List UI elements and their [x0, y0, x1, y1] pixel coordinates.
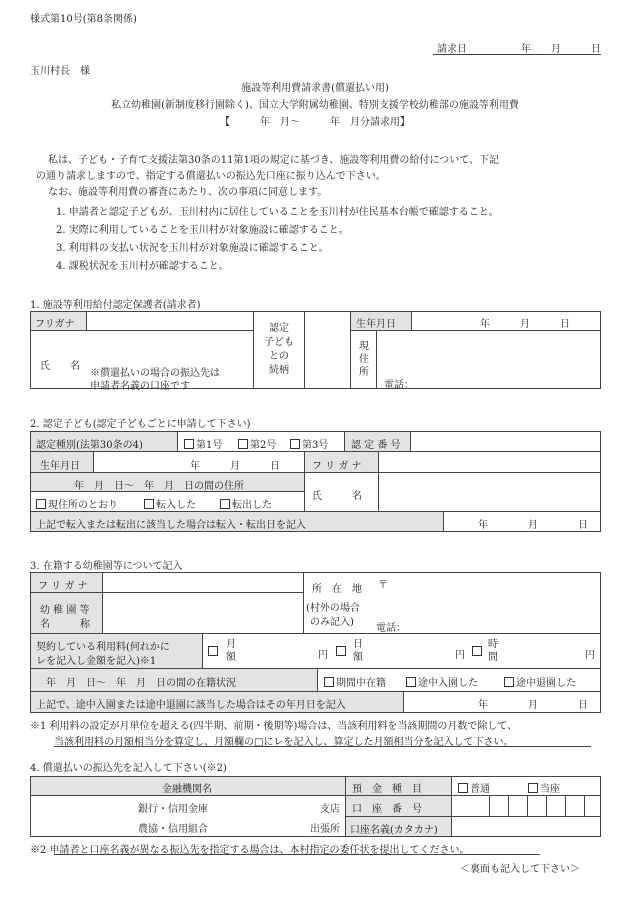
cert-type-label: 認定種別(法第30条の4): [36, 440, 143, 451]
section2-heading: 2. 認定子ども(認定子どもごとに申請して下さい): [30, 419, 251, 430]
fee-daily-label: 日 額: [353, 639, 363, 663]
location-note: (村外の場合: [306, 603, 360, 614]
form-title: 施設等利用費請求書(償還払い用): [241, 83, 389, 94]
guardian-dob-value: 年 月 日: [480, 319, 570, 330]
bank-type-2: 農協・信用組合: [138, 824, 208, 835]
office-label: 出張所: [310, 824, 340, 835]
consent-item: 4. 課税状況を玉川村が確認すること。: [56, 261, 229, 272]
bank-type-1: 銀行・信用金庫: [138, 804, 208, 815]
section3-heading: 3. 在籍する幼稚園等について記入: [30, 561, 183, 572]
intro-p1: 私は、子ども・子育て支援法第30条の11第1項の規定に基づき、施設等利用費の給付について、下記: [48, 155, 500, 166]
reverse-side-note: ＜裏面も記入して下さい＞: [460, 864, 580, 875]
account-number-label: 口 座 番 号: [352, 804, 422, 815]
request-period: 【 年 月～ 年 月分請求用】: [220, 117, 410, 128]
enroll-date-value: 年 月 日: [478, 700, 588, 711]
bank-name-label: 金融機関名: [162, 784, 212, 795]
form-number: 様式第10号(第8条関係): [30, 14, 137, 25]
account-type-current[interactable]: 当座: [528, 780, 560, 795]
child-name-label: 氏 名: [312, 491, 362, 502]
guardian-note: ※償還払いの場合の振込先は: [90, 368, 220, 379]
form-subtitle: 私立幼稚園(新制度移行園除く)、国立大学附属幼稚園、特別支援学校幼稚部の施設等利用費: [111, 100, 519, 111]
cert-type-option-2[interactable]: 第2号: [238, 436, 276, 451]
relation-label: 認定 子ども との 続柄: [264, 323, 294, 376]
fee-label: レを記入し金額を記入)※1: [36, 656, 157, 667]
enroll-date-note: 上記で、途中入園または途中退園に該当した場合はその年月日を記入: [36, 700, 346, 711]
request-date-month: 月: [551, 44, 561, 55]
child-dob-value: 年 月 日: [190, 461, 280, 472]
fee-daily-checkbox[interactable]: [336, 646, 348, 658]
fee-label: 契約している利用料(何れかに: [36, 642, 170, 653]
request-date-day: 日: [591, 44, 601, 55]
enroll-option-leave[interactable]: 途中退園した: [504, 674, 576, 689]
consent-item: 2. 実際に利用していることを玉川村が対象施設に確認すること。: [56, 225, 349, 236]
move-date-value: 年 月 日: [478, 520, 588, 531]
kinder-name-label: 幼 稚 園 等: [40, 605, 90, 616]
location-note: のみ記入): [310, 617, 354, 628]
account-type-label: 預 金 種 目: [352, 784, 422, 795]
consent-item: 1. 申請者と認定子どもが、玉川村内に居住していることを玉川村が住民基本台帳で確認すること。: [56, 207, 499, 218]
fee-monthly-checkbox[interactable]: [208, 646, 220, 658]
guardian-phone-label: 電話：: [384, 380, 414, 391]
child-furigana-label: フ リ ガ ナ: [312, 461, 362, 472]
request-date-year: 年: [521, 44, 531, 55]
move-date-note: 上記で転入または転出に該当した場合は転入・転出日を記入: [36, 520, 306, 531]
address-option-moved-in[interactable]: 転入した: [144, 496, 196, 511]
kinder-location-label: 所 在 地: [312, 584, 362, 595]
yen-unit: 円: [318, 650, 328, 661]
kinder-phone-label: 電話：: [376, 623, 406, 634]
intro-p2: の通り請求しますので、指定する償還払いの振込先口座に振り込んで下さい。: [36, 171, 386, 182]
footnote-1: ※1 利用料の設定が月単位を超える(四半期、前期・後期等)場合は、当該利用料を当該期間の月数で除して、: [30, 721, 518, 732]
enroll-option-enter[interactable]: 途中入園した: [406, 674, 478, 689]
guardian-address-label: 現 住 所: [359, 341, 369, 378]
cert-type-option-3[interactable]: 第3号: [290, 436, 328, 451]
enroll-period-label: 年 月 日～ 年 月 日の間の在籍状況: [46, 678, 236, 689]
footnote-1: 当該利用料の月額相当分を算定し、月額欄の□にレを記入し、算定した月額相当分を記入して下さい。: [54, 737, 514, 748]
yen-unit: 円: [455, 650, 465, 661]
addressee: 玉川村長 様: [30, 66, 90, 77]
address-option-same[interactable]: 現住所のとおり: [36, 496, 118, 511]
address-option-moved-out[interactable]: 転出した: [220, 496, 272, 511]
guardian-dob-label: 生年月日: [356, 319, 396, 330]
cert-number-label: 認 定 番 号: [351, 440, 401, 451]
yen-unit: 円: [585, 650, 595, 661]
fee-monthly-label: 月 額: [226, 639, 236, 663]
period-address-label: 年 月 日～ 年 月 日の間の住所: [74, 481, 244, 492]
child-dob-label: 生年月日: [40, 461, 80, 472]
fee-hourly-checkbox[interactable]: [472, 646, 484, 658]
guardian-furigana-label: フリガナ: [35, 319, 75, 330]
request-date-label: 請求日: [437, 44, 467, 55]
branch-label: 支店: [320, 804, 340, 815]
footnote-2: ※2 申請者と口座名義が異なる振込先を指定する場合は、本村指定の委任状を提出してください。: [30, 845, 470, 856]
intro-p3: なお、施設等利用費の審査にあたり、次の事項に同意します。: [48, 187, 328, 198]
postal-mark: 〒: [378, 580, 388, 591]
account-holder-label: 口座名義(カタカナ): [350, 825, 438, 836]
section4-heading: 4. 償還払いの振込先を記入して下さい(※2): [30, 763, 227, 774]
section1-heading: 1. 施設等利用給付認定保護者(請求者): [30, 300, 201, 311]
kinder-name-label: 名 称: [40, 619, 90, 630]
kinder-furigana-label: フ リ ガ ナ: [38, 581, 88, 592]
cert-type-option-1[interactable]: 第1号: [184, 436, 222, 451]
account-type-ordinary[interactable]: 普通: [458, 780, 490, 795]
guardian-name-label: 氏 名: [40, 361, 80, 372]
fee-hourly-label: 時 間: [488, 639, 498, 663]
guardian-note: 申請者名義の口座です: [90, 381, 190, 392]
enroll-option-during[interactable]: 期間中在籍: [324, 674, 386, 689]
consent-item: 3. 利用料の支払い状況を玉川村が対象施設に確認すること。: [56, 243, 329, 254]
